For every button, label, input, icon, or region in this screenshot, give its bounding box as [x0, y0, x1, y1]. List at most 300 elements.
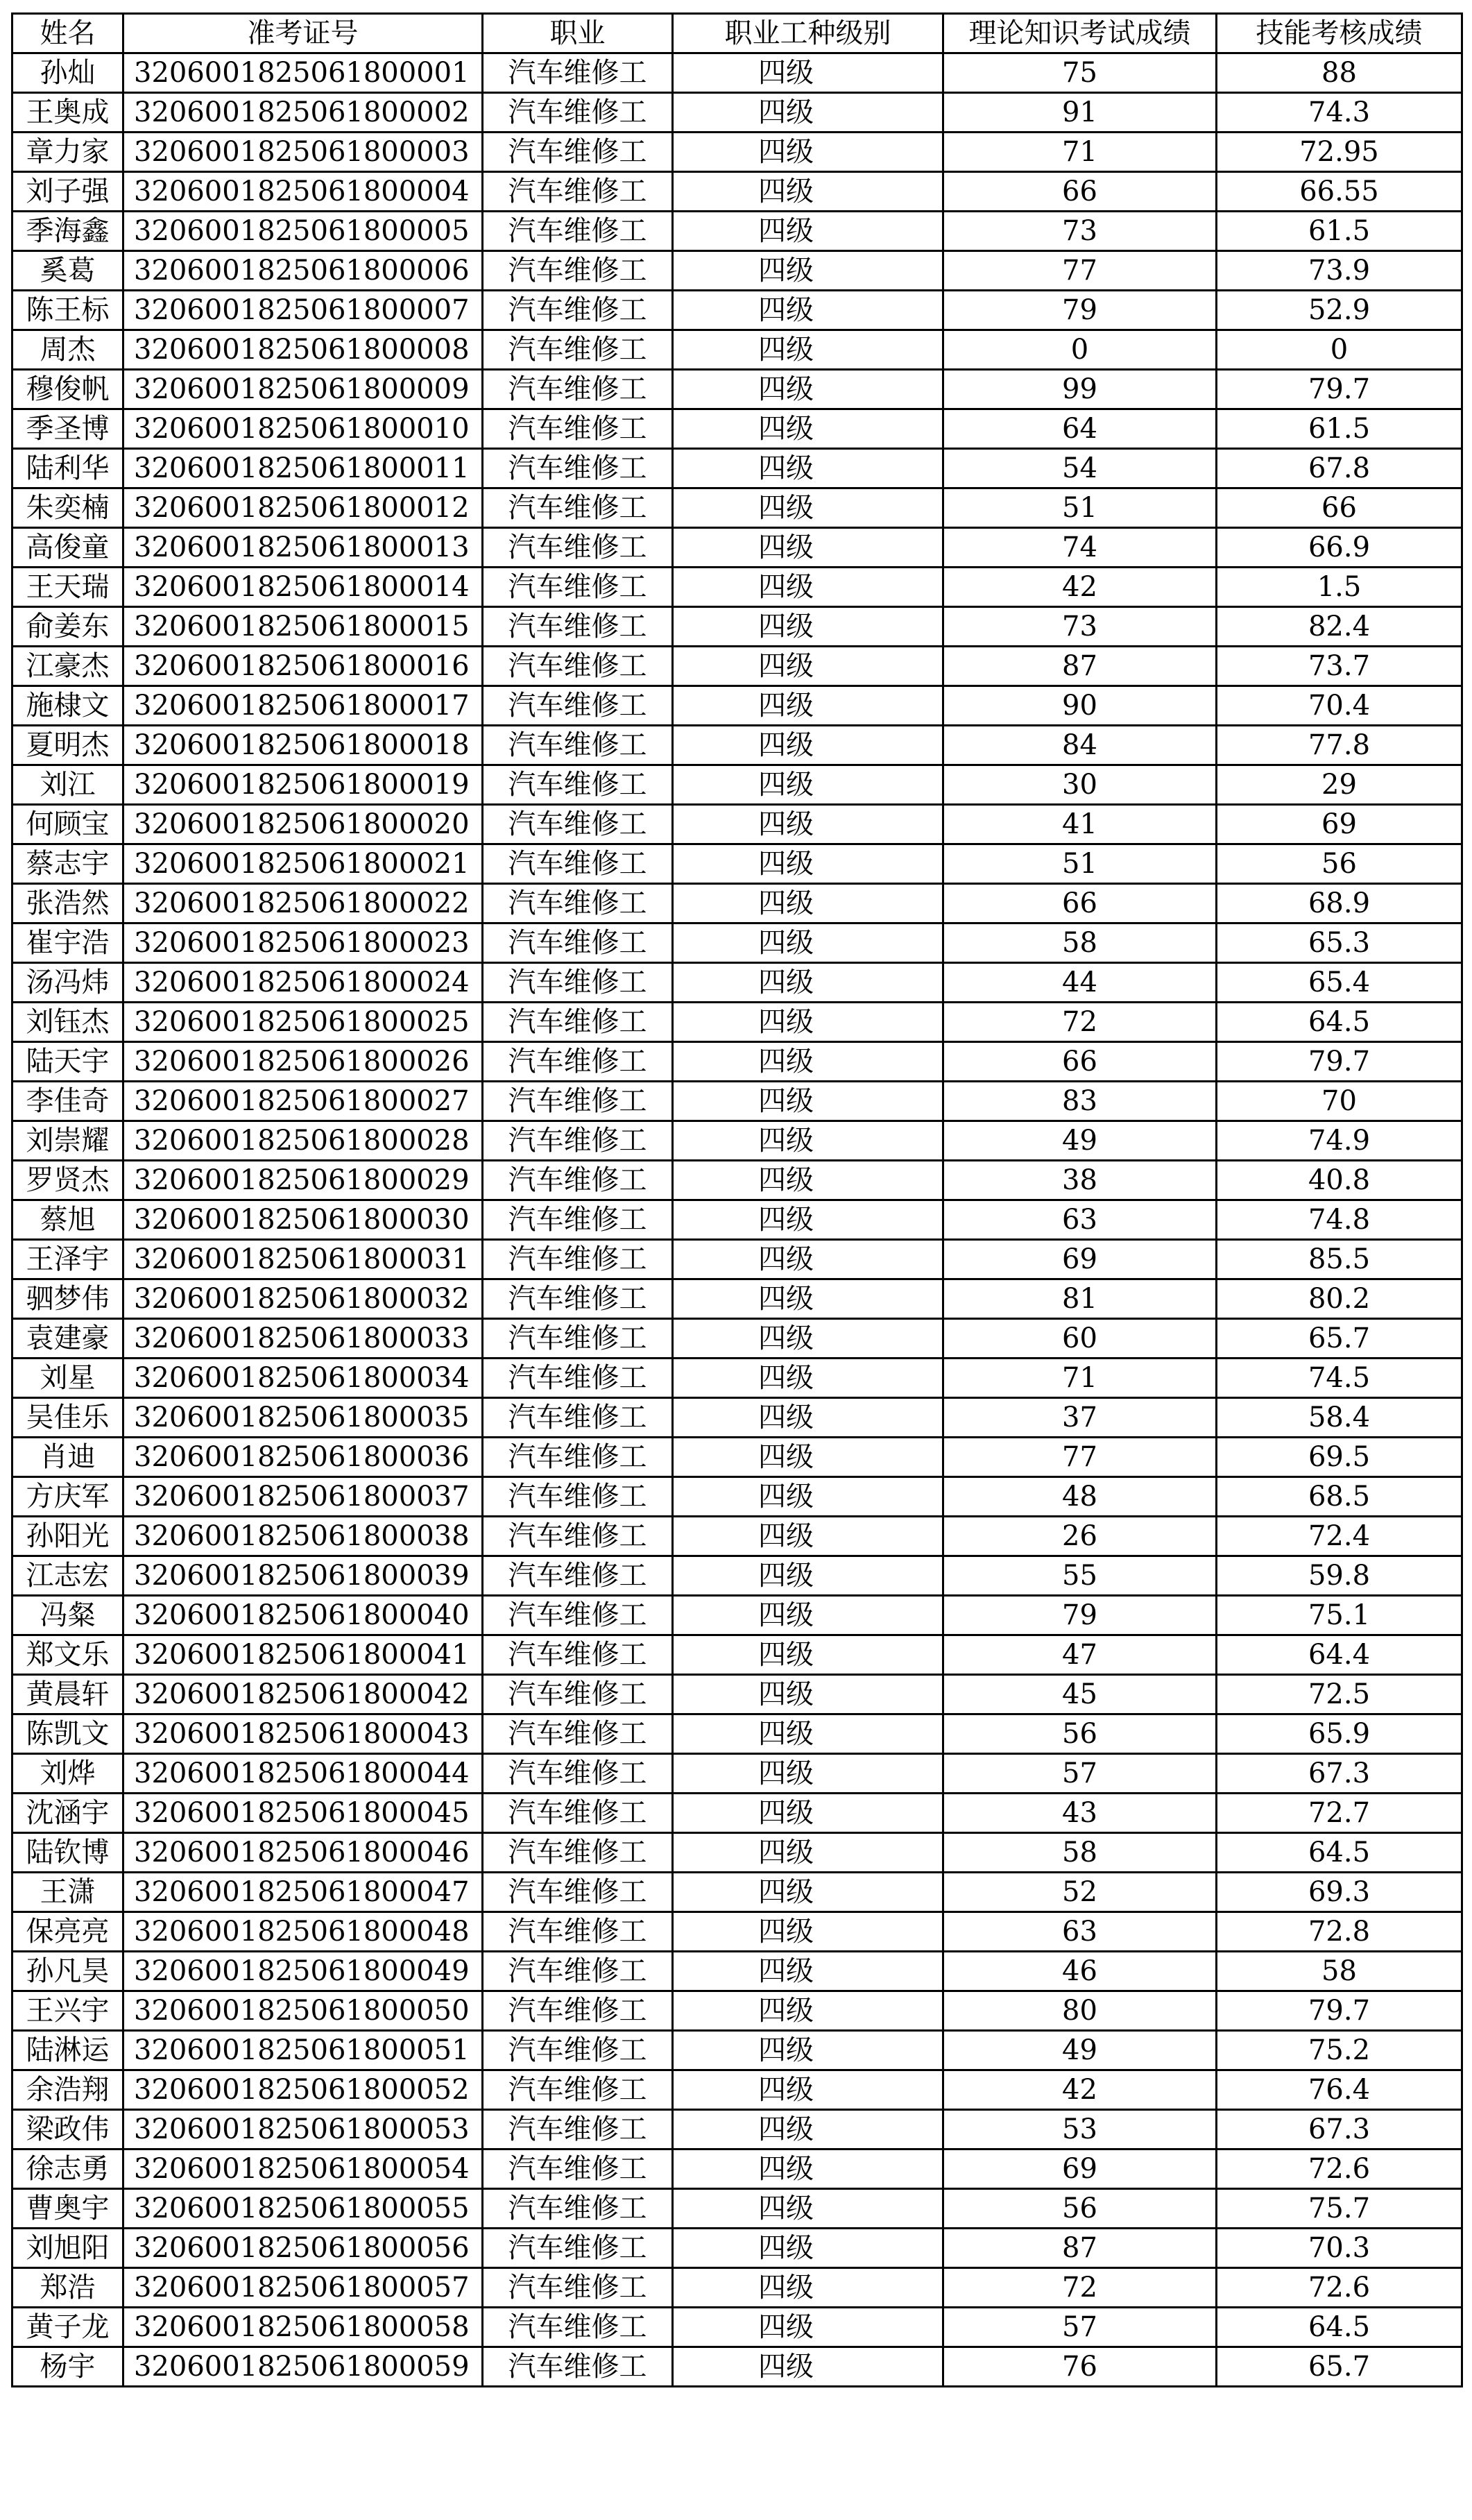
cell-theory-score: 72 — [943, 2268, 1217, 2308]
cell-name: 陈凯文 — [12, 1714, 123, 1754]
cell-cert-no: 3206001825061800022 — [123, 884, 483, 923]
cell-level: 四级 — [673, 1912, 943, 1952]
cell-theory-score: 90 — [943, 686, 1217, 726]
cell-level: 四级 — [673, 93, 943, 133]
cell-level: 四级 — [673, 607, 943, 647]
cell-name: 刘子强 — [12, 172, 123, 212]
cell-skill-score: 74.3 — [1217, 93, 1462, 133]
cell-name: 黄晨轩 — [12, 1675, 123, 1714]
cell-level: 四级 — [673, 409, 943, 449]
cell-level: 四级 — [673, 1833, 943, 1873]
cell-level: 四级 — [673, 2149, 943, 2189]
cell-theory-score: 41 — [943, 805, 1217, 844]
cell-cert-no: 3206001825061800014 — [123, 568, 483, 607]
cell-occupation: 汽车维修工 — [483, 370, 673, 409]
cell-name: 刘烨 — [12, 1754, 123, 1794]
cell-occupation: 汽车维修工 — [483, 647, 673, 686]
cell-skill-score: 85.5 — [1217, 1240, 1462, 1279]
cell-skill-score: 77.8 — [1217, 726, 1462, 765]
cell-level: 四级 — [673, 1556, 943, 1596]
cell-skill-score: 61.5 — [1217, 212, 1462, 251]
cell-cert-no: 3206001825061800036 — [123, 1438, 483, 1477]
cell-name: 奚葛 — [12, 251, 123, 291]
cell-level: 四级 — [673, 2268, 943, 2308]
cell-cert-no: 3206001825061800009 — [123, 370, 483, 409]
table-row — [12, 844, 1462, 884]
cell-name: 孙阳光 — [12, 1517, 123, 1556]
cell-occupation: 汽车维修工 — [483, 2031, 673, 2070]
cell-name: 王兴宇 — [12, 1991, 123, 2031]
cell-theory-score: 0 — [943, 330, 1217, 370]
cell-theory-score: 55 — [943, 1556, 1217, 1596]
cell-occupation: 汽车维修工 — [483, 1873, 673, 1912]
cell-level: 四级 — [673, 528, 943, 568]
cell-skill-score: 64.5 — [1217, 2308, 1462, 2347]
cell-theory-score: 81 — [943, 1279, 1217, 1319]
cell-cert-no: 3206001825061800033 — [123, 1319, 483, 1359]
cell-skill-score: 56 — [1217, 844, 1462, 884]
cell-skill-score: 72.95 — [1217, 133, 1462, 172]
cell-name: 陆天宇 — [12, 1042, 123, 1082]
cell-occupation: 汽车维修工 — [483, 1398, 673, 1438]
cell-occupation: 汽车维修工 — [483, 53, 673, 93]
cell-name: 江豪杰 — [12, 647, 123, 686]
cell-level: 四级 — [673, 1517, 943, 1556]
cell-name: 季圣博 — [12, 409, 123, 449]
cell-theory-score: 52 — [943, 1873, 1217, 1912]
cell-skill-score: 69.5 — [1217, 1438, 1462, 1477]
cell-skill-score: 75.2 — [1217, 2031, 1462, 2070]
cell-cert-no: 3206001825061800010 — [123, 409, 483, 449]
cell-cert-no: 3206001825061800047 — [123, 1873, 483, 1912]
cell-level: 四级 — [673, 212, 943, 251]
cell-theory-score: 63 — [943, 1200, 1217, 1240]
table-row — [12, 1794, 1462, 1833]
cell-name: 江志宏 — [12, 1556, 123, 1596]
cell-theory-score: 73 — [943, 607, 1217, 647]
cell-level: 四级 — [673, 2229, 943, 2268]
cell-occupation: 汽车维修工 — [483, 1675, 673, 1714]
cell-name: 张浩然 — [12, 884, 123, 923]
table-body — [12, 53, 1462, 2387]
cell-occupation: 汽车维修工 — [483, 765, 673, 805]
table-row — [12, 1635, 1462, 1675]
cell-level: 四级 — [673, 2189, 943, 2229]
table-row — [12, 2110, 1462, 2149]
header-occupation: 职业 — [483, 14, 673, 53]
cell-cert-no: 3206001825061800027 — [123, 1082, 483, 1121]
table-row — [12, 1121, 1462, 1161]
cell-level: 四级 — [673, 844, 943, 884]
cell-level: 四级 — [673, 370, 943, 409]
cell-skill-score: 65.4 — [1217, 963, 1462, 1003]
table-row — [12, 1279, 1462, 1319]
table-row — [12, 2229, 1462, 2268]
table-row — [12, 1082, 1462, 1121]
table-row — [12, 1556, 1462, 1596]
cell-cert-no: 3206001825061800015 — [123, 607, 483, 647]
cell-skill-score: 67.3 — [1217, 2110, 1462, 2149]
cell-level: 四级 — [673, 1279, 943, 1319]
table-row — [12, 1161, 1462, 1200]
cell-level: 四级 — [673, 1319, 943, 1359]
cell-level: 四级 — [673, 1635, 943, 1675]
cell-name: 王潇 — [12, 1873, 123, 1912]
cell-level: 四级 — [673, 1438, 943, 1477]
cell-cert-no: 3206001825061800020 — [123, 805, 483, 844]
cell-name: 黄子龙 — [12, 2308, 123, 2347]
cell-skill-score: 72.6 — [1217, 2149, 1462, 2189]
cell-name: 王天瑞 — [12, 568, 123, 607]
cell-level: 四级 — [673, 1754, 943, 1794]
cell-theory-score: 79 — [943, 291, 1217, 330]
cell-theory-score: 91 — [943, 93, 1217, 133]
table-row — [12, 647, 1462, 686]
cell-cert-no: 3206001825061800024 — [123, 963, 483, 1003]
table-row — [12, 172, 1462, 212]
cell-name: 徐志勇 — [12, 2149, 123, 2189]
cell-name: 陆利华 — [12, 449, 123, 488]
cell-skill-score: 70.4 — [1217, 686, 1462, 726]
cell-skill-score: 73.9 — [1217, 251, 1462, 291]
cell-cert-no: 3206001825061800005 — [123, 212, 483, 251]
cell-level: 四级 — [673, 686, 943, 726]
table-row — [12, 1596, 1462, 1635]
cell-name: 余浩翔 — [12, 2070, 123, 2110]
cell-level: 四级 — [673, 765, 943, 805]
cell-skill-score: 82.4 — [1217, 607, 1462, 647]
cell-level: 四级 — [673, 2031, 943, 2070]
cell-theory-score: 99 — [943, 370, 1217, 409]
table-row — [12, 1833, 1462, 1873]
cell-cert-no: 3206001825061800031 — [123, 1240, 483, 1279]
cell-name: 章力家 — [12, 133, 123, 172]
cell-name: 陆钦博 — [12, 1833, 123, 1873]
cell-occupation: 汽车维修工 — [483, 330, 673, 370]
cell-skill-score: 73.7 — [1217, 647, 1462, 686]
cell-name: 陈王标 — [12, 291, 123, 330]
cell-cert-no: 3206001825061800048 — [123, 1912, 483, 1952]
cell-level: 四级 — [673, 1082, 943, 1121]
cell-level: 四级 — [673, 291, 943, 330]
cell-theory-score: 87 — [943, 2229, 1217, 2268]
cell-cert-no: 3206001825061800051 — [123, 2031, 483, 2070]
table-row — [12, 607, 1462, 647]
cell-cert-no: 3206001825061800011 — [123, 449, 483, 488]
cell-skill-score: 68.5 — [1217, 1477, 1462, 1517]
cell-cert-no: 3206001825061800006 — [123, 251, 483, 291]
cell-cert-no: 3206001825061800045 — [123, 1794, 483, 1833]
cell-occupation: 汽车维修工 — [483, 251, 673, 291]
table-row — [12, 488, 1462, 528]
cell-name: 肖迪 — [12, 1438, 123, 1477]
cell-cert-no: 3206001825061800038 — [123, 1517, 483, 1556]
cell-name: 陆淋运 — [12, 2031, 123, 2070]
cell-level: 四级 — [673, 884, 943, 923]
cell-level: 四级 — [673, 647, 943, 686]
cell-cert-no: 3206001825061800028 — [123, 1121, 483, 1161]
table-row — [12, 1003, 1462, 1042]
cell-name: 施棣文 — [12, 686, 123, 726]
cell-level: 四级 — [673, 1596, 943, 1635]
table-row — [12, 330, 1462, 370]
cell-cert-no: 3206001825061800040 — [123, 1596, 483, 1635]
cell-cert-no: 3206001825061800029 — [123, 1161, 483, 1200]
cell-occupation: 汽车维修工 — [483, 1991, 673, 2031]
cell-occupation: 汽车维修工 — [483, 1833, 673, 1873]
cell-cert-no: 3206001825061800012 — [123, 488, 483, 528]
cell-occupation: 汽车维修工 — [483, 1319, 673, 1359]
cell-skill-score: 79.7 — [1217, 1991, 1462, 2031]
cell-theory-score: 58 — [943, 923, 1217, 963]
cell-skill-score: 74.8 — [1217, 1200, 1462, 1240]
table-row — [12, 2347, 1462, 2387]
cell-theory-score: 77 — [943, 1438, 1217, 1477]
table-row — [12, 2308, 1462, 2347]
cell-theory-score: 44 — [943, 963, 1217, 1003]
cell-name: 李佳奇 — [12, 1082, 123, 1121]
cell-level: 四级 — [673, 726, 943, 765]
cell-name: 蔡旭 — [12, 1200, 123, 1240]
cell-occupation: 汽车维修工 — [483, 2189, 673, 2229]
cell-theory-score: 74 — [943, 528, 1217, 568]
cell-level: 四级 — [673, 805, 943, 844]
cell-name: 夏明杰 — [12, 726, 123, 765]
cell-occupation: 汽车维修工 — [483, 1240, 673, 1279]
cell-cert-no: 3206001825061800043 — [123, 1714, 483, 1754]
cell-theory-score: 30 — [943, 765, 1217, 805]
cell-skill-score: 67.8 — [1217, 449, 1462, 488]
cell-cert-no: 3206001825061800018 — [123, 726, 483, 765]
cell-level: 四级 — [673, 1952, 943, 1991]
cell-theory-score: 37 — [943, 1398, 1217, 1438]
cell-cert-no: 3206001825061800039 — [123, 1556, 483, 1596]
cell-name: 冯粲 — [12, 1596, 123, 1635]
cell-skill-score: 72.7 — [1217, 1794, 1462, 1833]
cell-theory-score: 49 — [943, 2031, 1217, 2070]
table-row — [12, 765, 1462, 805]
cell-occupation: 汽车维修工 — [483, 2149, 673, 2189]
table-row — [12, 528, 1462, 568]
table-row — [12, 133, 1462, 172]
cell-occupation: 汽车维修工 — [483, 1794, 673, 1833]
cell-cert-no: 3206001825061800037 — [123, 1477, 483, 1517]
table-row — [12, 726, 1462, 765]
cell-cert-no: 3206001825061800026 — [123, 1042, 483, 1082]
table-row — [12, 686, 1462, 726]
table-row — [12, 1438, 1462, 1477]
cell-theory-score: 45 — [943, 1675, 1217, 1714]
cell-name: 何顾宝 — [12, 805, 123, 844]
table-row — [12, 923, 1462, 963]
cell-skill-score: 66.9 — [1217, 528, 1462, 568]
cell-name: 季海鑫 — [12, 212, 123, 251]
cell-skill-score: 79.7 — [1217, 370, 1462, 409]
cell-name: 刘旭阳 — [12, 2229, 123, 2268]
cell-occupation: 汽车维修工 — [483, 1200, 673, 1240]
cell-cert-no: 3206001825061800054 — [123, 2149, 483, 2189]
table-row — [12, 2070, 1462, 2110]
cell-skill-score: 72.8 — [1217, 1912, 1462, 1952]
cell-skill-score: 72.5 — [1217, 1675, 1462, 1714]
cell-skill-score: 64.5 — [1217, 1003, 1462, 1042]
cell-theory-score: 76 — [943, 2347, 1217, 2387]
cell-skill-score: 88 — [1217, 53, 1462, 93]
cell-cert-no: 3206001825061800023 — [123, 923, 483, 963]
cell-occupation: 汽车维修工 — [483, 1477, 673, 1517]
cell-occupation: 汽车维修工 — [483, 805, 673, 844]
score-table — [11, 12, 1463, 2387]
cell-level: 四级 — [673, 923, 943, 963]
cell-cert-no: 3206001825061800017 — [123, 686, 483, 726]
cell-theory-score: 38 — [943, 1161, 1217, 1200]
cell-theory-score: 48 — [943, 1477, 1217, 1517]
cell-theory-score: 69 — [943, 1240, 1217, 1279]
cell-occupation: 汽车维修工 — [483, 528, 673, 568]
cell-skill-score: 64.4 — [1217, 1635, 1462, 1675]
cell-name: 梁政伟 — [12, 2110, 123, 2149]
cell-name: 杨宇 — [12, 2347, 123, 2387]
table-row — [12, 805, 1462, 844]
cell-name: 高俊童 — [12, 528, 123, 568]
cell-name: 曹奥宇 — [12, 2189, 123, 2229]
cell-theory-score: 63 — [943, 1912, 1217, 1952]
cell-name: 汤冯炜 — [12, 963, 123, 1003]
cell-cert-no: 3206001825061800008 — [123, 330, 483, 370]
header-name: 姓名 — [12, 14, 123, 53]
cell-name: 孙灿 — [12, 53, 123, 93]
cell-theory-score: 47 — [943, 1635, 1217, 1675]
cell-name: 沈涵宇 — [12, 1794, 123, 1833]
cell-name: 刘钰杰 — [12, 1003, 123, 1042]
cell-level: 四级 — [673, 2347, 943, 2387]
cell-theory-score: 42 — [943, 2070, 1217, 2110]
cell-occupation: 汽车维修工 — [483, 686, 673, 726]
cell-occupation: 汽车维修工 — [483, 1556, 673, 1596]
cell-occupation: 汽车维修工 — [483, 1635, 673, 1675]
cell-skill-score: 29 — [1217, 765, 1462, 805]
cell-name: 刘星 — [12, 1359, 123, 1398]
cell-skill-score: 74.9 — [1217, 1121, 1462, 1161]
cell-cert-no: 3206001825061800035 — [123, 1398, 483, 1438]
table-row — [12, 1042, 1462, 1082]
table-row — [12, 93, 1462, 133]
cell-cert-no: 3206001825061800042 — [123, 1675, 483, 1714]
cell-theory-score: 58 — [943, 1833, 1217, 1873]
cell-level: 四级 — [673, 53, 943, 93]
cell-skill-score: 61.5 — [1217, 409, 1462, 449]
cell-theory-score: 57 — [943, 1754, 1217, 1794]
cell-name: 周杰 — [12, 330, 123, 370]
cell-level: 四级 — [673, 1240, 943, 1279]
cell-cert-no: 3206001825061800058 — [123, 2308, 483, 2347]
cell-theory-score: 64 — [943, 409, 1217, 449]
cell-skill-score: 52.9 — [1217, 291, 1462, 330]
cell-occupation: 汽车维修工 — [483, 133, 673, 172]
cell-name: 王泽宇 — [12, 1240, 123, 1279]
cell-skill-score: 74.5 — [1217, 1359, 1462, 1398]
cell-occupation: 汽车维修工 — [483, 1952, 673, 1991]
cell-occupation: 汽车维修工 — [483, 2070, 673, 2110]
cell-theory-score: 54 — [943, 449, 1217, 488]
table-row — [12, 1240, 1462, 1279]
cell-theory-score: 42 — [943, 568, 1217, 607]
cell-name: 刘江 — [12, 765, 123, 805]
cell-name: 罗贤杰 — [12, 1161, 123, 1200]
cell-level: 四级 — [673, 1675, 943, 1714]
cell-level: 四级 — [673, 2070, 943, 2110]
cell-theory-score: 71 — [943, 1359, 1217, 1398]
cell-cert-no: 3206001825061800019 — [123, 765, 483, 805]
cell-name: 崔宇浩 — [12, 923, 123, 963]
cell-cert-no: 3206001825061800007 — [123, 291, 483, 330]
cell-name: 郑浩 — [12, 2268, 123, 2308]
cell-cert-no: 3206001825061800046 — [123, 1833, 483, 1873]
cell-name: 郑文乐 — [12, 1635, 123, 1675]
cell-theory-score: 73 — [943, 212, 1217, 251]
cell-level: 四级 — [673, 172, 943, 212]
cell-level: 四级 — [673, 963, 943, 1003]
cell-level: 四级 — [673, 1042, 943, 1082]
cell-theory-score: 69 — [943, 2149, 1217, 2189]
cell-skill-score: 64.5 — [1217, 1833, 1462, 1873]
cell-skill-score: 58.4 — [1217, 1398, 1462, 1438]
cell-level: 四级 — [673, 330, 943, 370]
cell-name: 蔡志宇 — [12, 844, 123, 884]
cell-occupation: 汽车维修工 — [483, 212, 673, 251]
cell-occupation: 汽车维修工 — [483, 2229, 673, 2268]
cell-skill-score: 65.9 — [1217, 1714, 1462, 1754]
cell-occupation: 汽车维修工 — [483, 963, 673, 1003]
cell-level: 四级 — [673, 1714, 943, 1754]
cell-name: 孙凡昊 — [12, 1952, 123, 1991]
cell-cert-no: 3206001825061800003 — [123, 133, 483, 172]
cell-theory-score: 87 — [943, 647, 1217, 686]
cell-level: 四级 — [673, 2308, 943, 2347]
cell-occupation: 汽车维修工 — [483, 2347, 673, 2387]
cell-occupation: 汽车维修工 — [483, 2268, 673, 2308]
cell-occupation: 汽车维修工 — [483, 1596, 673, 1635]
cell-cert-no: 3206001825061800044 — [123, 1754, 483, 1794]
table-row — [12, 449, 1462, 488]
cell-level: 四级 — [673, 1794, 943, 1833]
table-row — [12, 291, 1462, 330]
cell-skill-score: 68.9 — [1217, 884, 1462, 923]
cell-occupation: 汽车维修工 — [483, 2308, 673, 2347]
cell-occupation: 汽车维修工 — [483, 409, 673, 449]
cell-theory-score: 51 — [943, 844, 1217, 884]
cell-skill-score: 40.8 — [1217, 1161, 1462, 1200]
cell-level: 四级 — [673, 1873, 943, 1912]
cell-skill-score: 75.1 — [1217, 1596, 1462, 1635]
cell-skill-score: 69.3 — [1217, 1873, 1462, 1912]
cell-theory-score: 43 — [943, 1794, 1217, 1833]
cell-cert-no: 3206001825061800041 — [123, 1635, 483, 1675]
cell-level: 四级 — [673, 568, 943, 607]
cell-occupation: 汽车维修工 — [483, 449, 673, 488]
cell-theory-score: 71 — [943, 133, 1217, 172]
cell-theory-score: 56 — [943, 1714, 1217, 1754]
cell-name: 保亮亮 — [12, 1912, 123, 1952]
cell-theory-score: 57 — [943, 2308, 1217, 2347]
cell-theory-score: 26 — [943, 1517, 1217, 1556]
cell-occupation: 汽车维修工 — [483, 1912, 673, 1952]
header-theory-score: 理论知识考试成绩 — [943, 14, 1217, 53]
cell-level: 四级 — [673, 1200, 943, 1240]
cell-theory-score: 83 — [943, 1082, 1217, 1121]
cell-occupation: 汽车维修工 — [483, 1438, 673, 1477]
table-row — [12, 2031, 1462, 2070]
